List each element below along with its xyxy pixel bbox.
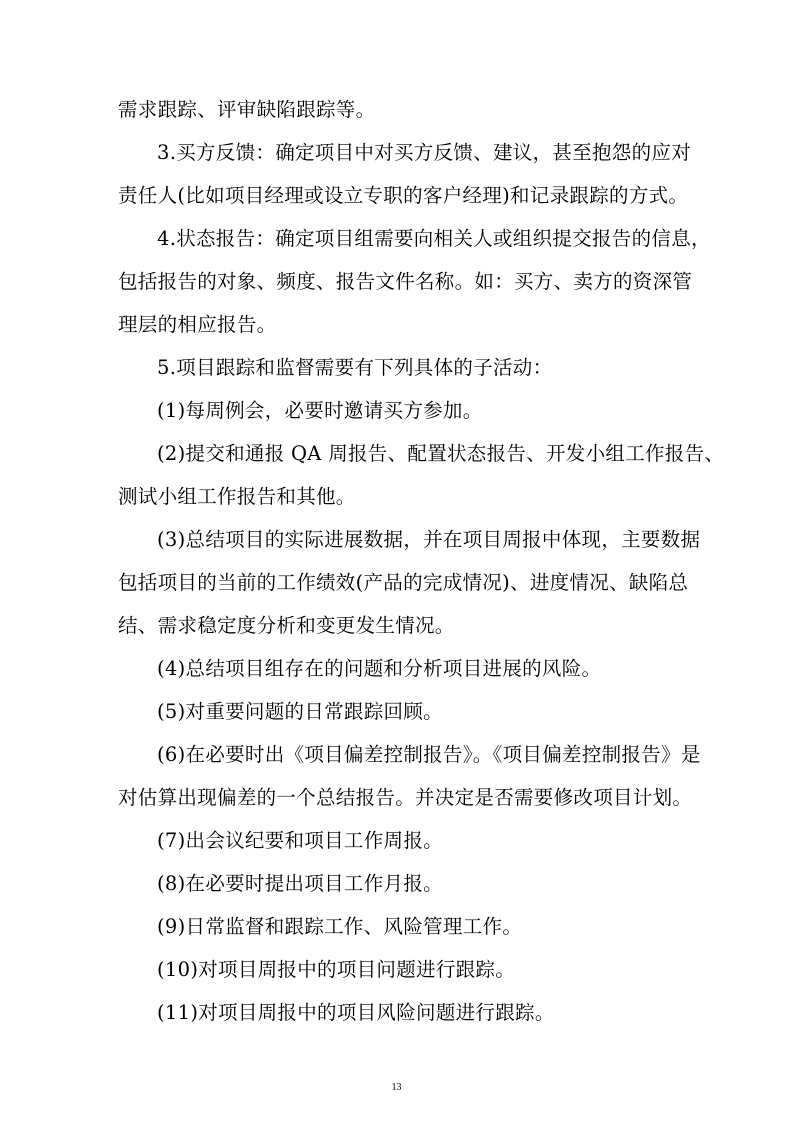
paragraph-line: (3)总结项目的实际进展数据，并在项目周报中体现，主要数据 <box>157 528 701 551</box>
paragraph-line: (1)每周例会，必要时邀请买方参加。 <box>157 399 483 422</box>
paragraph-line: 责任人(比如项目经理或设立专职的客户经理)和记录跟踪的方式。 <box>118 184 689 207</box>
paragraph-line: 需求跟踪、评审缺陷跟踪等。 <box>118 98 376 121</box>
paragraph-line: 理层的相应报告。 <box>118 313 277 336</box>
paragraph-line: (4)总结项目组存在的问题和分析项目进展的风险。 <box>157 657 602 680</box>
paragraph-line: 对估算出现偏差的一个总结报告。并决定是否需要修改项目计划。 <box>118 786 693 809</box>
paragraph-line: (9)日常监督和跟踪工作、风险管理工作。 <box>157 915 523 938</box>
paragraph-line: 包括项目的当前的工作绩效(产品的完成情况)、进度情况、缺陷总 <box>118 571 689 594</box>
paragraph-line: (5)对重要问题的日常跟踪回顾。 <box>157 700 443 723</box>
page-number: 13 <box>391 1082 402 1093</box>
paragraph-line: 包括报告的对象、频度、报告文件名称。如：买方、卖方的资深管 <box>118 270 693 293</box>
paragraph-line: (2)提交和通报 QA 周报告、配置状态报告、开发小组工作报告、 <box>157 442 725 465</box>
paragraph-line: 4.状态报告：确定项目组需要向相关人或组织提交报告的信息， <box>157 227 711 250</box>
paragraph-line: (10)对项目周报中的项目问题进行跟踪。 <box>157 958 516 981</box>
paragraph-line: 3.买方反馈：确定项目中对买方反馈、建议，甚至抱怨的应对 <box>157 141 692 164</box>
paragraph-line: (6)在必要时出《项目偏差控制报告》。《项目偏差控制报告》是 <box>157 743 701 766</box>
paragraph-line: 测试小组工作报告和其他。 <box>118 485 356 508</box>
paragraph-line: (8)在必要时提出项目工作月报。 <box>157 872 443 895</box>
paragraph-line: (7)出会议纪要和项目工作周报。 <box>157 829 443 852</box>
paragraph-line: 5.项目跟踪和监督需要有下列具体的子活动： <box>157 356 553 379</box>
paragraph-line: 结、需求稳定度分析和变更发生情况。 <box>118 614 455 637</box>
paragraph-line: (11)对项目周报中的项目风险问题进行跟踪。 <box>157 1001 555 1024</box>
